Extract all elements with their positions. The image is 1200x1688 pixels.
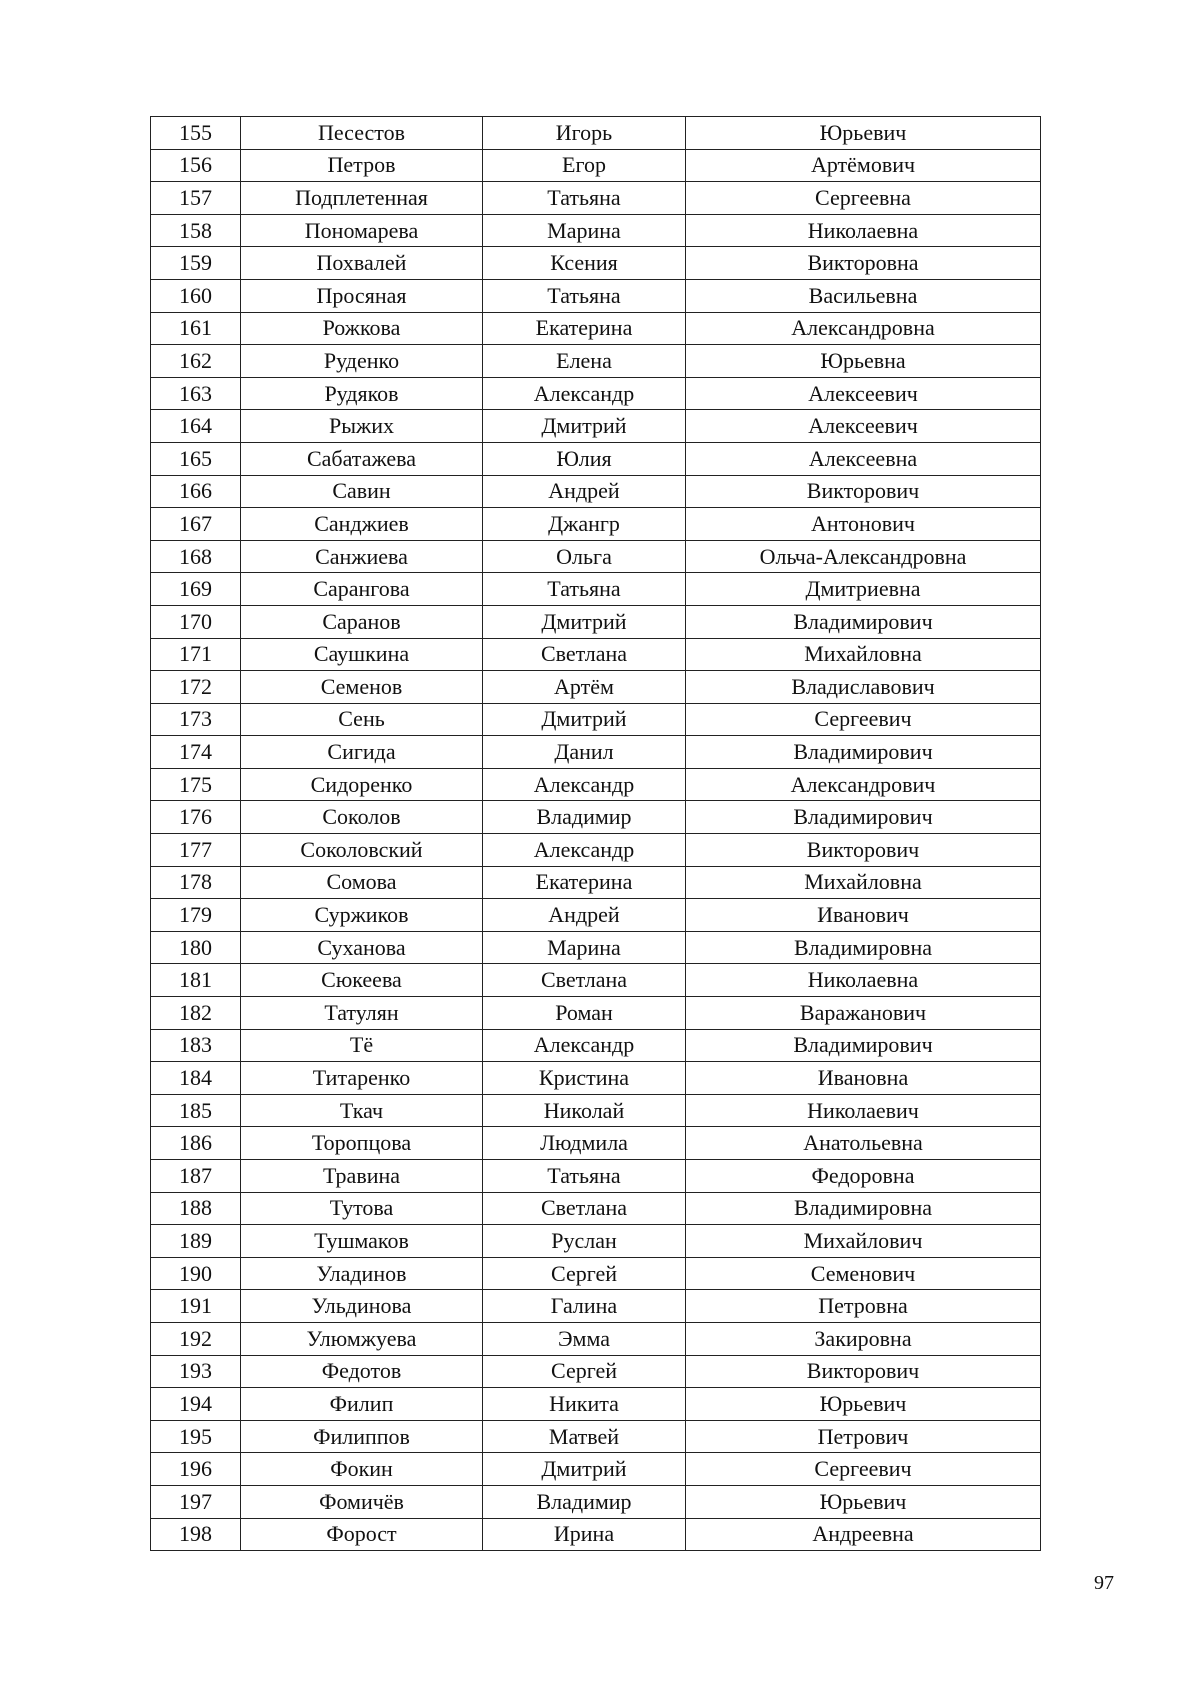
table-row [151,1420,1041,1453]
row-number-cell: 164 [151,410,241,443]
row-number-cell: 180 [151,931,241,964]
patronymic-cell: Викторовна [686,247,1041,280]
row-number-cell: 161 [151,312,241,345]
patronymic-cell: Дмитриевна [686,573,1041,606]
surname-cell: Соколовский [241,834,483,867]
table-row [151,899,1041,932]
first-name-cell: Дмитрий [483,410,686,443]
patronymic-cell: Владимирович [686,801,1041,834]
first-name-cell: Сергей [483,1257,686,1290]
name-list-table [150,116,1041,1551]
surname-cell: Фомичёв [241,1485,483,1518]
surname-cell: Форост [241,1518,483,1551]
patronymic-cell: Юрьевич [686,1485,1041,1518]
surname-cell: Титаренко [241,1062,483,1095]
patronymic-cell: Сергеевич [686,1453,1041,1486]
surname-cell: Санджиев [241,508,483,541]
table-row [151,312,1041,345]
row-number-cell: 173 [151,703,241,736]
surname-cell: Филип [241,1388,483,1421]
surname-cell: Ткач [241,1094,483,1127]
row-number-cell: 192 [151,1322,241,1355]
first-name-cell: Александр [483,377,686,410]
patronymic-cell: Ольча-Александровна [686,540,1041,573]
surname-cell: Сабатажева [241,442,483,475]
surname-cell: Сигида [241,736,483,769]
table-row [151,931,1041,964]
table-row [151,1355,1041,1388]
patronymic-cell: Ивановна [686,1062,1041,1095]
table-row [151,1518,1041,1551]
patronymic-cell: Иванович [686,899,1041,932]
surname-cell: Сарангова [241,573,483,606]
row-number-cell: 178 [151,866,241,899]
first-name-cell: Владимир [483,801,686,834]
first-name-cell: Владимир [483,1485,686,1518]
row-number-cell: 179 [151,899,241,932]
first-name-cell: Ольга [483,540,686,573]
row-number-cell: 196 [151,1453,241,1486]
patronymic-cell: Викторович [686,1355,1041,1388]
table-row [151,834,1041,867]
row-number-cell: 167 [151,508,241,541]
table-row [151,605,1041,638]
surname-cell: Рудяков [241,377,483,410]
first-name-cell: Татьяна [483,1160,686,1193]
first-name-cell: Александр [483,768,686,801]
patronymic-cell: Сергеевна [686,182,1041,215]
patronymic-cell: Варажанович [686,997,1041,1030]
first-name-cell: Андрей [483,475,686,508]
surname-cell: Фокин [241,1453,483,1486]
row-number-cell: 194 [151,1388,241,1421]
row-number-cell: 172 [151,671,241,704]
row-number-cell: 183 [151,1029,241,1062]
surname-cell: Улюмжуева [241,1322,483,1355]
row-number-cell: 174 [151,736,241,769]
row-number-cell: 159 [151,247,241,280]
row-number-cell: 187 [151,1160,241,1193]
row-number-cell: 188 [151,1192,241,1225]
patronymic-cell: Владимировна [686,931,1041,964]
patronymic-cell: Владимирович [686,605,1041,638]
row-number-cell: 162 [151,345,241,378]
first-name-cell: Екатерина [483,312,686,345]
table-row [151,1388,1041,1421]
table-row [151,149,1041,182]
table-row [151,1062,1041,1095]
surname-cell: Татулян [241,997,483,1030]
table-row [151,703,1041,736]
first-name-cell: Матвей [483,1420,686,1453]
first-name-cell: Эмма [483,1322,686,1355]
surname-cell: Тё [241,1029,483,1062]
surname-cell: Семенов [241,671,483,704]
page-number: 97 [1094,1572,1114,1594]
first-name-cell: Дмитрий [483,1453,686,1486]
patronymic-cell: Александрович [686,768,1041,801]
first-name-cell: Ирина [483,1518,686,1551]
row-number-cell: 189 [151,1225,241,1258]
surname-cell: Филиппов [241,1420,483,1453]
first-name-cell: Дмитрий [483,703,686,736]
row-number-cell: 195 [151,1420,241,1453]
patronymic-cell: Антонович [686,508,1041,541]
patronymic-cell: Александровна [686,312,1041,345]
row-number-cell: 166 [151,475,241,508]
table-row [151,1322,1041,1355]
first-name-cell: Татьяна [483,279,686,312]
patronymic-cell: Николаевна [686,214,1041,247]
patronymic-cell: Николаевна [686,964,1041,997]
surname-cell: Петров [241,149,483,182]
row-number-cell: 176 [151,801,241,834]
surname-cell: Уладинов [241,1257,483,1290]
table-row [151,1485,1041,1518]
table-row [151,540,1041,573]
table-row [151,475,1041,508]
patronymic-cell: Михайловна [686,866,1041,899]
patronymic-cell: Андреевна [686,1518,1041,1551]
row-number-cell: 177 [151,834,241,867]
table-row [151,442,1041,475]
row-number-cell: 198 [151,1518,241,1551]
row-number-cell: 163 [151,377,241,410]
surname-cell: Сомова [241,866,483,899]
surname-cell: Похвалей [241,247,483,280]
surname-cell: Савин [241,475,483,508]
surname-cell: Песестов [241,117,483,150]
row-number-cell: 185 [151,1094,241,1127]
patronymic-cell: Владимирович [686,1029,1041,1062]
table-row [151,866,1041,899]
row-number-cell: 190 [151,1257,241,1290]
row-number-cell: 157 [151,182,241,215]
row-number-cell: 184 [151,1062,241,1095]
patronymic-cell: Петровна [686,1290,1041,1323]
first-name-cell: Марина [483,931,686,964]
first-name-cell: Артём [483,671,686,704]
first-name-cell: Игорь [483,117,686,150]
surname-cell: Травина [241,1160,483,1193]
surname-cell: Просяная [241,279,483,312]
patronymic-cell: Анатольевна [686,1127,1041,1160]
row-number-cell: 171 [151,638,241,671]
surname-cell: Федотов [241,1355,483,1388]
patronymic-cell: Викторович [686,475,1041,508]
first-name-cell: Никита [483,1388,686,1421]
patronymic-cell: Юрьевна [686,345,1041,378]
first-name-cell: Елена [483,345,686,378]
patronymic-cell: Семенович [686,1257,1041,1290]
table-row [151,1290,1041,1323]
table-row [151,247,1041,280]
surname-cell: Ульдинова [241,1290,483,1323]
table-row [151,182,1041,215]
table-row [151,736,1041,769]
row-number-cell: 193 [151,1355,241,1388]
first-name-cell: Ксения [483,247,686,280]
patronymic-cell: Викторович [686,834,1041,867]
surname-cell: Суханова [241,931,483,964]
patronymic-cell: Юрьевич [686,117,1041,150]
row-number-cell: 168 [151,540,241,573]
patronymic-cell: Васильевна [686,279,1041,312]
first-name-cell: Данил [483,736,686,769]
first-name-cell: Юлия [483,442,686,475]
first-name-cell: Марина [483,214,686,247]
table-row [151,801,1041,834]
table-row [151,1160,1041,1193]
patronymic-cell: Алексеевич [686,377,1041,410]
surname-cell: Сюкеева [241,964,483,997]
table-row [151,1257,1041,1290]
patronymic-cell: Петрович [686,1420,1041,1453]
table-row [151,1029,1041,1062]
table-row [151,345,1041,378]
first-name-cell: Кристина [483,1062,686,1095]
row-number-cell: 155 [151,117,241,150]
first-name-cell: Сергей [483,1355,686,1388]
first-name-cell: Татьяна [483,573,686,606]
table-row [151,508,1041,541]
first-name-cell: Роман [483,997,686,1030]
row-number-cell: 181 [151,964,241,997]
table-row [151,1192,1041,1225]
patronymic-cell: Юрьевич [686,1388,1041,1421]
surname-cell: Подплетенная [241,182,483,215]
first-name-cell: Светлана [483,638,686,671]
patronymic-cell: Федоровна [686,1160,1041,1193]
row-number-cell: 165 [151,442,241,475]
first-name-cell: Андрей [483,899,686,932]
patronymic-cell: Закировна [686,1322,1041,1355]
first-name-cell: Екатерина [483,866,686,899]
row-number-cell: 175 [151,768,241,801]
patronymic-cell: Михайлович [686,1225,1041,1258]
patronymic-cell: Артёмович [686,149,1041,182]
surname-cell: Саранов [241,605,483,638]
row-number-cell: 169 [151,573,241,606]
name-list-body [151,117,1041,1551]
surname-cell: Тушмаков [241,1225,483,1258]
table-row [151,573,1041,606]
row-number-cell: 156 [151,149,241,182]
patronymic-cell: Владимирович [686,736,1041,769]
table-row [151,964,1041,997]
table-row [151,768,1041,801]
surname-cell: Пономарева [241,214,483,247]
row-number-cell: 191 [151,1290,241,1323]
surname-cell: Руденко [241,345,483,378]
table-row [151,117,1041,150]
surname-cell: Сень [241,703,483,736]
first-name-cell: Светлана [483,1192,686,1225]
row-number-cell: 160 [151,279,241,312]
surname-cell: Торопцова [241,1127,483,1160]
patronymic-cell: Алексеевна [686,442,1041,475]
surname-cell: Рыжих [241,410,483,443]
first-name-cell: Людмила [483,1127,686,1160]
patronymic-cell: Владиславович [686,671,1041,704]
first-name-cell: Татьяна [483,182,686,215]
surname-cell: Санжиева [241,540,483,573]
row-number-cell: 182 [151,997,241,1030]
patronymic-cell: Сергеевич [686,703,1041,736]
row-number-cell: 186 [151,1127,241,1160]
table-row [151,671,1041,704]
first-name-cell: Дмитрий [483,605,686,638]
surname-cell: Тутова [241,1192,483,1225]
patronymic-cell: Николаевич [686,1094,1041,1127]
first-name-cell: Светлана [483,964,686,997]
patronymic-cell: Алексеевич [686,410,1041,443]
table-row [151,997,1041,1030]
surname-cell: Соколов [241,801,483,834]
row-number-cell: 170 [151,605,241,638]
surname-cell: Саушкина [241,638,483,671]
first-name-cell: Александр [483,1029,686,1062]
first-name-cell: Руслан [483,1225,686,1258]
patronymic-cell: Владимировна [686,1192,1041,1225]
first-name-cell: Николай [483,1094,686,1127]
table-row [151,377,1041,410]
patronymic-cell: Михайловна [686,638,1041,671]
first-name-cell: Галина [483,1290,686,1323]
row-number-cell: 158 [151,214,241,247]
surname-cell: Сидоренко [241,768,483,801]
table-row [151,638,1041,671]
table-row [151,1094,1041,1127]
table-row [151,410,1041,443]
table-row [151,214,1041,247]
table-row [151,1225,1041,1258]
table-row [151,279,1041,312]
table-row [151,1453,1041,1486]
surname-cell: Суржиков [241,899,483,932]
first-name-cell: Александр [483,834,686,867]
first-name-cell: Джангр [483,508,686,541]
surname-cell: Рожкова [241,312,483,345]
table-row [151,1127,1041,1160]
first-name-cell: Егор [483,149,686,182]
row-number-cell: 197 [151,1485,241,1518]
